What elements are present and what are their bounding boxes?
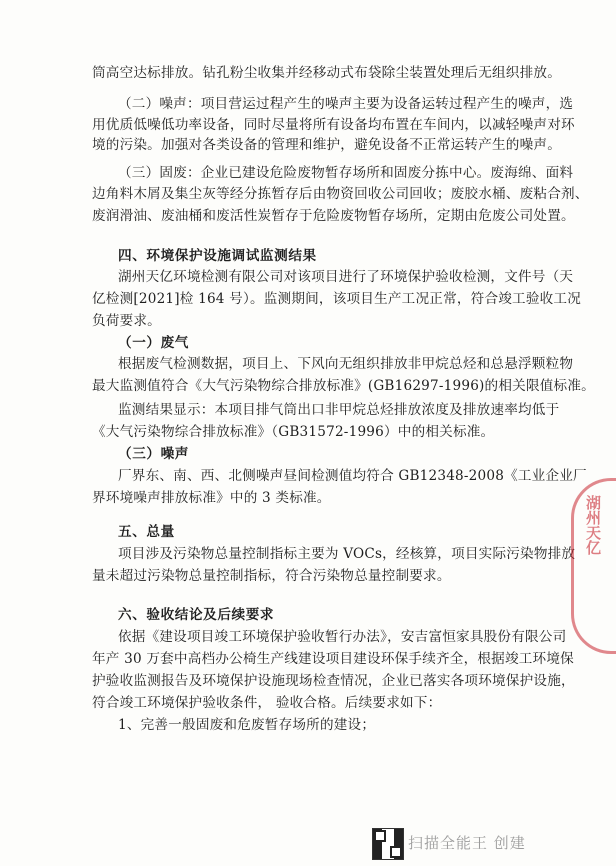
- paragraph-line: 《大气污染物综合排放标准》（GB31572-1996）中的相关标准。: [92, 424, 495, 440]
- official-seal: [571, 478, 616, 654]
- paragraph-line: 根据废气检测数据，项目上、下风向无组织排放非甲烷总烃和总悬浮颗粒物: [118, 356, 574, 372]
- subsection-heading: （一）废气: [118, 335, 189, 351]
- paragraph-line: 量未超过污染物总量控制指标，符合污染物总量控制要求。: [92, 568, 451, 584]
- paragraph-line: 筒高空达标排放。钻孔粉尘收集并经移动式布袋除尘装置处理后无组织排放。: [92, 65, 561, 81]
- paragraph-line: 境的污染。加强对各类设备的管理和维护，避免设备不正常运转产生的噪声。: [92, 137, 561, 153]
- scanner-watermark: 扫描全能王 创建: [408, 834, 526, 852]
- paragraph-line: 1、完善一般固废和危废暂存场所的建设；: [118, 717, 376, 733]
- paragraph-line: 监测结果显示：本项目排气筒出口非甲烷总烃排放浓度及排放速率均低于: [118, 402, 560, 418]
- paragraph-line: 厂界东、南、西、北侧噪声昼间检测值均符合 GB12348-2008《工业企业厂: [118, 468, 587, 484]
- paragraph-line: 边角料木屑及集尘灰等经分拣暂存后由物资回收公司回收；废胶水桶、废粘合剂、: [92, 186, 589, 202]
- paragraph-line: （二）噪声：项目营运过程产生的噪声主要为设备运转过程产生的噪声，选: [118, 96, 574, 112]
- qr-code-icon: [372, 828, 404, 860]
- subsection-heading: （三）噪声: [118, 446, 189, 462]
- paragraph-line: 用优质低噪低功率设备，同时尽量将所有设备均布置在车间内，以减轻噪声对环: [92, 117, 575, 133]
- paragraph-line: 亿检测[2021]检 164 号）。监测期间，该项目生产工况正常，符合竣工验收工况: [92, 291, 582, 307]
- paragraph-line: 湖州天亿环境检测有限公司对该项目进行了环境保护验收检测，文件号（天: [118, 269, 574, 285]
- seal-text: 湖州天亿: [584, 495, 602, 555]
- paragraph-line: 项目涉及污染物总量控制指标主要为 VOCs，经核算，项目实际污染物排放: [118, 546, 576, 562]
- paragraph-line: 界环境噪声排放标准》中的 3 类标准。: [92, 490, 331, 506]
- paragraph-line: （三）固废：企业已建设危险废物暂存场所和固废分拣中心。废海绵、面料: [118, 165, 574, 181]
- paragraph-line: 依据《建设项目竣工环境保护验收暂行办法》，安吉富恒家具股份有限公司: [118, 629, 567, 645]
- paragraph-line: 年产 30 万套中高档办公椅生产线建设项目建设环保手续齐全，根据竣工环境保: [92, 651, 574, 667]
- section-heading: 六、验收结论及后续要求: [118, 607, 275, 623]
- paragraph-line: 符合竣工环境保护验收条件， 验收合格。后续要求如下：: [92, 695, 442, 711]
- paragraph-line: 负荷要求。: [92, 313, 161, 329]
- paragraph-line: 最大监测值符合《大气污染物综合排放标准》(GB16297-1996)的相关限值标准。: [92, 378, 595, 394]
- section-heading: 四、环境保护设施调试监测结果: [118, 248, 317, 264]
- paragraph-line: 护验收监测报告及环境保护设施现场检查情况，企业已落实各项环境保护设施，: [92, 673, 575, 689]
- paragraph-line: 废润滑油、废油桶和废活性炭暂存于危险废物暂存场所，定期由危废公司处置。: [92, 208, 575, 224]
- section-heading: 五、总量: [118, 524, 175, 540]
